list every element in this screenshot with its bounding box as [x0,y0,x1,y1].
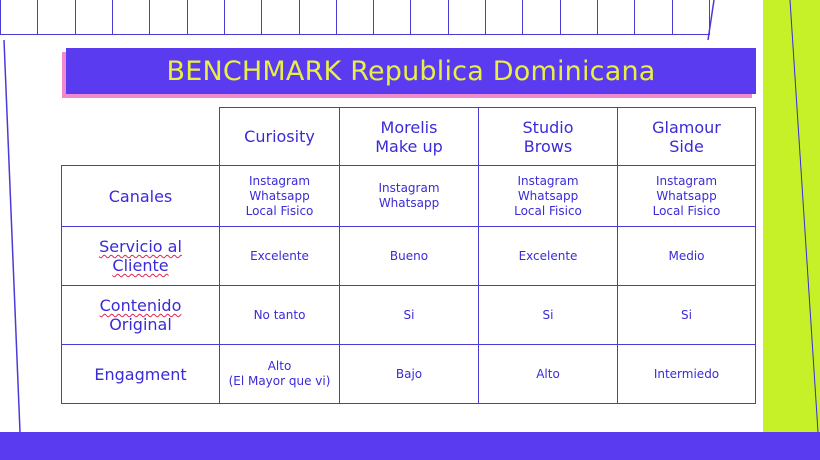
tick-segment [411,0,448,34]
cell-line: Bueno [389,248,429,263]
cell-line: Local Fisico [245,203,314,218]
tick-segment [262,0,299,34]
table-header-row [62,108,756,166]
cell-line: Excelente [518,248,578,263]
cell-line: Excelente [250,248,309,263]
tick-segment [113,0,150,34]
tick-segment [561,0,598,34]
bottom-bar [0,432,820,460]
tick-segment [486,0,523,34]
table-cell [618,227,756,286]
cell-line: Intermiedo [653,366,720,381]
table-cell [340,227,479,286]
row-label-line [66,237,215,256]
table-cell [618,166,756,227]
cell-line: Alto [536,366,560,381]
column-header-line: Curiosity [244,127,315,146]
column-header-line: Make up [375,136,443,156]
top-tick-strip [0,0,710,35]
table-cell [479,166,618,227]
row-label-engagment [62,345,220,404]
table-row-engagment [62,345,756,404]
table-cell [340,286,479,345]
table-corner-cell [62,108,220,166]
column-header-line: Brows [523,136,573,156]
cell-line: Whatsapp [517,188,579,203]
table-cell [340,345,479,404]
tick-segment [374,0,411,34]
row-label-text: Original [109,315,172,334]
cell-line: Instagram [378,181,440,195]
cell-line: Whatsapp [656,188,717,203]
cell-line: Instagram [248,173,311,188]
row-label-servicio [62,227,220,286]
cell-line: Instagram [517,173,579,188]
table-row-servicio [62,227,756,286]
cell-line: Instagram [655,173,718,188]
row-label-canales [62,166,220,227]
cell-line: Local Fisico [514,203,582,218]
table-cell [220,345,340,404]
table-cell [340,166,479,227]
row-label-text: Cliente [112,256,169,275]
tick-segment [673,0,710,34]
table-cell [220,166,340,227]
cell-line: No tanto [253,307,306,322]
tick-segment [76,0,113,34]
tick-segment [523,0,560,34]
row-label-line: Engagment [94,364,187,384]
tick-segment [449,0,486,34]
tick-segment [598,0,635,34]
cell-line: Whatsapp [249,188,310,203]
row-label-line: Canales [108,186,173,206]
table-cell [479,227,618,286]
row-label-line [66,315,215,334]
row-label-text: Contenido [99,296,182,315]
page-title: BENCHMARK Republica Dominicana [166,55,656,87]
cell-line: Medio [668,248,705,263]
cell-line: Bajo [395,366,423,381]
cell-line: Si [542,307,554,322]
table-cell [618,286,756,345]
tick-segment [150,0,187,34]
column-header-line: Studio [522,117,574,137]
tick-segment [300,0,337,34]
column-header-studio-brows [479,108,618,166]
table-row-contenido [62,286,756,345]
cell-line: Si [403,307,415,322]
cell-line: (El Mayor que vi) [228,374,331,388]
table-row-canales [62,166,756,227]
table-cell [220,286,340,345]
row-label-line [66,256,215,275]
tick-segment [188,0,225,34]
tick-segment [38,0,75,34]
column-header-glamour-side [618,108,756,166]
title-banner [66,48,756,94]
row-label-text: Servicio al [99,237,182,256]
benchmark-table [61,107,756,404]
table-cell [479,286,618,345]
table-cell [618,345,756,404]
row-label-line [66,296,215,315]
tick-segment [337,0,374,34]
table-cell [220,227,340,286]
cell-line: Whatsapp [378,196,440,210]
tick-segment [225,0,262,34]
cell-line: Alto [267,359,292,373]
column-header-curiosity [220,108,340,166]
table-cell [479,345,618,404]
column-header-morelis [340,108,479,166]
tick-segment [635,0,672,34]
cell-line: Local Fisico [652,203,721,218]
row-label-contenido [62,286,220,345]
column-header-line: Glamour [652,117,721,137]
tick-segment [0,0,38,34]
column-header-line: Side [669,136,704,156]
lime-side-panel [763,0,820,432]
column-header-line: Morelis [380,117,438,137]
cell-line: Si [681,307,692,322]
